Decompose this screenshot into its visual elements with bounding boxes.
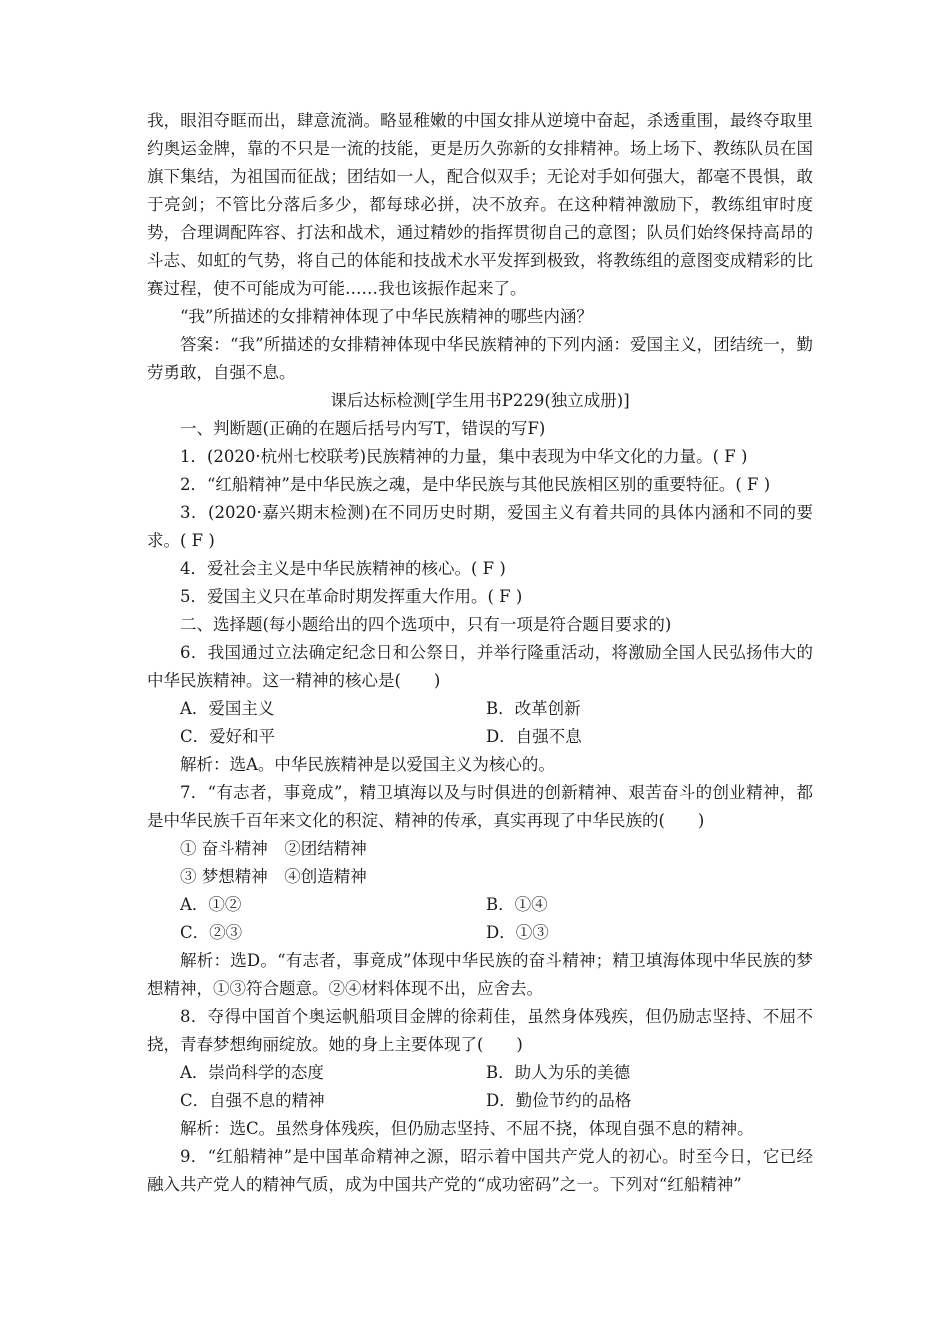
option-b: B．①④	[486, 895, 548, 914]
option-c: C．自强不息的精神	[180, 1091, 325, 1110]
question-7-stem: 7．“有志者，事竟成”，精卫填海以及与时俱进的创新精神、艰苦奋斗的创业精神，都是中华民族千百年来文化的积淀、精神的传承，真实再现了中华民族的( )	[147, 783, 813, 830]
question-8-stem: 8．夺得中国首个奥运帆船项目金牌的徐莉佳，虽然身体残疾，但仍励志坚持、不屈不挠，青春梦想绚丽绽放。她的身上主要体现了( )	[147, 1007, 813, 1054]
judge-item-4: 4．爱社会主义是中华民族精神的核心。( F )	[180, 559, 506, 578]
option-a: A．崇尚科学的态度	[180, 1063, 324, 1082]
question-7-options-row-1	[147, 891, 813, 919]
question-7-analysis: 解析：选D。“有志者，事竟成”体现中华民族的奋斗精神；精卫填海体现中华民族的梦想精神，①③符合题意。②④材料体现不出，应舍去。	[147, 951, 813, 998]
question-6-options-row-2	[147, 723, 813, 751]
question-7-options-row-2	[147, 919, 813, 947]
document-page	[147, 107, 813, 1199]
question-6-analysis: 解析：选A。中华民族精神是以爱国主义为核心的。	[180, 755, 555, 774]
option-a: A．爱国主义	[180, 699, 275, 718]
judge-item-3: 3．(2020·嘉兴期末检测)在不同历史时期，爱国主义有着共同的具体内涵和不同的要求。( F )	[147, 503, 813, 550]
question-6-stem: 6．我国通过立法确定纪念日和公祭日，并举行隆重活动，将激励全国人民弘扬伟大的中华民族精神。这一精神的核心是( )	[147, 643, 813, 690]
option-d: D．自强不息	[486, 727, 582, 746]
passage-paragraph: 我，眼泪夺眶而出，肆意流淌。略显稚嫩的中国女排从逆境中奋起，杀透重围，最终夺取里约奥运金牌，靠的不只是一流的技能，更是历久弥新的女排精神。场上场下、教练队员在国旗下集结，为祖国而征战；团结如一人，配合似双手；无论对手如何强大，都毫不畏惧，敢于亮剑；不管比分落后多少，都每球必拼，决不放弃。在这种精神激励下，教练组审时度势，合理调配阵容、打法和战术，通过精妙的指挥贯彻自己的意图；队员们始终保持高昂的斗志、如虹的气势，将自己的体能和技战术水平发挥到极致，将教练组的意图变成精彩的比赛过程，使不可能成为可能……我也该振作起来了。	[147, 111, 813, 298]
passage-question: “我”所描述的女排精神体现了中华民族精神的哪些内涵？	[180, 307, 593, 326]
question-8-options-row-1	[147, 1059, 813, 1087]
option-d: D．①③	[486, 923, 549, 942]
passage-answer: 答案：“我”所描述的女排精神体现中华民族精神的下列内涵：爱国主义，团结统一，勤劳勇敢，自强不息。	[147, 335, 813, 382]
question-8-analysis: 解析：选C。虽然身体残疾，但仍励志坚持、不屈不挠，体现自强不息的精神。	[180, 1119, 754, 1138]
option-a: A．①②	[180, 895, 242, 914]
question-9-stem: 9．“红船精神”是中国革命精神之源，昭示着中国共产党人的初心。时至今日，它已经融入共产党人的精神气质，成为中国共产党的“成功密码”之一。下列对“红船精神”	[147, 1147, 813, 1194]
judge-item-1: 1．(2020·杭州七校联考)民族精神的力量，集中表现为中华文化的力量。( F )	[180, 447, 748, 466]
option-c: C．②③	[180, 923, 243, 942]
option-b: B．助人为乐的美德	[486, 1063, 631, 1082]
question-6-options-row-1	[147, 695, 813, 723]
option-c: C．爱好和平	[180, 727, 276, 746]
choice-heading: 二、选择题(每小题给出的四个选项中，只有一项是符合题目要求的)	[180, 615, 672, 634]
option-d: D．勤俭节约的品格	[486, 1091, 632, 1110]
judge-item-2: 2．“红船精神”是中华民族之魂，是中华民族与其他民族相区别的重要特征。( F )	[180, 475, 771, 494]
question-8-options-row-2	[147, 1087, 813, 1115]
section-title: 课后达标检测[学生用书P229(独立成册)]	[330, 391, 630, 410]
judge-heading: 一、判断题(正确的在题后括号内写T，错误的写F)	[180, 419, 546, 438]
option-b: B．改革创新	[486, 699, 581, 718]
judge-item-5: 5．爱国主义只在革命时期发挥重大作用。( F )	[180, 587, 523, 606]
question-7-statements-1: ① 奋斗精神 ②团结精神	[180, 839, 367, 858]
question-7-statements-2: ③ 梦想精神 ④创造精神	[180, 867, 367, 886]
